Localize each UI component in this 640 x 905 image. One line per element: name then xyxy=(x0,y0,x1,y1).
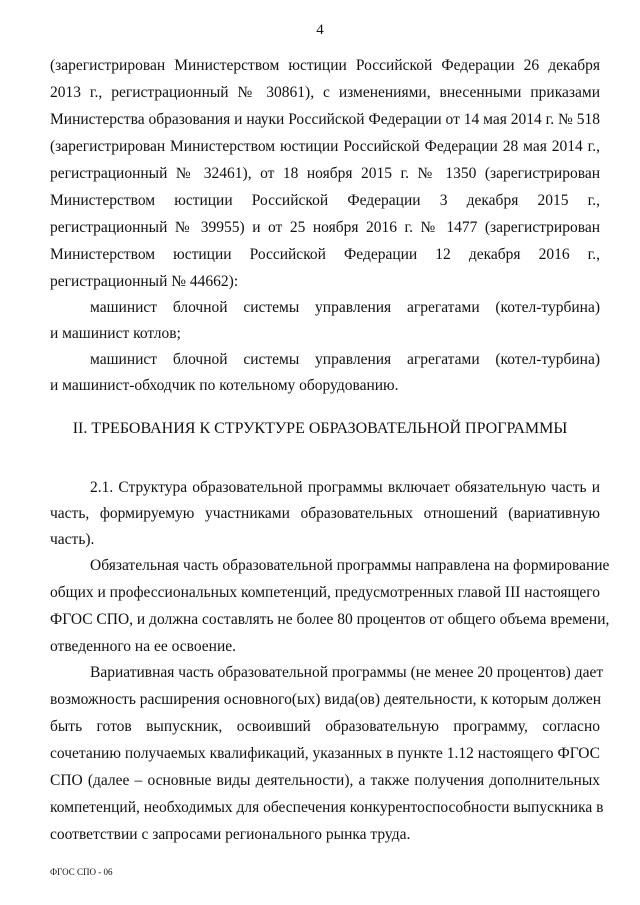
text-line: Министерством юстиции Российской Федерации 12 декабря 2016 г., xyxy=(50,246,600,263)
text-line: сочетанию получаемых квалификаций, указанных в пункте 1.12 настоящего ФГОС xyxy=(50,745,600,762)
text-line: Министерством юстиции Российской Федерации 3 декабря 2015 г., xyxy=(50,192,600,209)
footer-code: ФГОС СПО - 06 xyxy=(50,867,113,877)
text-line: (зарегистрирован Министерством юстиции Российской Федерации 28 мая 2014 г., xyxy=(50,138,600,155)
qualification-line: и машинист-обходчик по котельному оборудованию. xyxy=(50,377,399,394)
text-line: Обязательная часть образовательной программы направлена на формирование xyxy=(90,557,610,574)
section-heading: II. ТРЕБОВАНИЯ К СТРУКТУРЕ ОБРАЗОВАТЕЛЬНОЙ ПРОГРАММЫ xyxy=(72,420,568,437)
text-line: (зарегистрирован Министерством юстиции Российской Федерации 26 декабря xyxy=(50,57,600,74)
text-line: соответствии с запросами регионального рынка труда. xyxy=(50,826,411,843)
text-line: компетенций, необходимых для обеспечения конкурентоспособности выпускника в xyxy=(50,799,604,816)
text-line: регистрационный № 44662): xyxy=(50,273,239,290)
text-line: Вариативная часть образовательной программы (не менее 20 процентов) дает xyxy=(90,664,604,681)
text-line: регистрационный № 39955) и от 25 ноября 2016 г. № 1477 (зарегистрирован xyxy=(50,219,600,236)
qualification-line: и машинист котлов; xyxy=(50,325,181,342)
text-line: возможность расширения основного(ых) вида(ов) деятельности, к которым должен xyxy=(50,691,602,708)
qualification-line: машинист блочной системы управления агрегатами (котел-турбина) xyxy=(90,351,600,368)
text-line: быть готов выпускник, освоивший образовательную программу, согласно xyxy=(50,718,600,735)
text-line: ФГОС СПО, и должна составлять не более 80 процентов от общего объема времени, xyxy=(50,611,610,628)
qualification-line: машинист блочной системы управления агрегатами (котел-турбина) xyxy=(90,299,600,316)
text-line: общих и профессиональных компетенций, предусмотренных главой III настоящего xyxy=(50,584,601,601)
text-line: 2013 г., регистрационный № 30861), с изменениями, внесенными приказами xyxy=(50,84,600,101)
text-line: СПО (далее – основные виды деятельности), а также получения дополнительных xyxy=(50,772,600,789)
text-line: регистрационный № 32461), от 18 ноября 2015 г. № 1350 (зарегистрирован xyxy=(50,165,600,182)
text-line: Министерства образования и науки Российской Федерации от 14 мая 2014 г. № 518 xyxy=(50,111,600,128)
text-line: часть). xyxy=(50,531,95,548)
text-line: отведенного на ее освоение. xyxy=(50,638,236,655)
page-number: 4 xyxy=(316,22,324,38)
text-line: 2.1. Структура образовательной программы включает обязательную часть и xyxy=(90,479,600,496)
text-line: часть, формируемую участниками образовательных отношений (вариативную xyxy=(50,505,600,522)
